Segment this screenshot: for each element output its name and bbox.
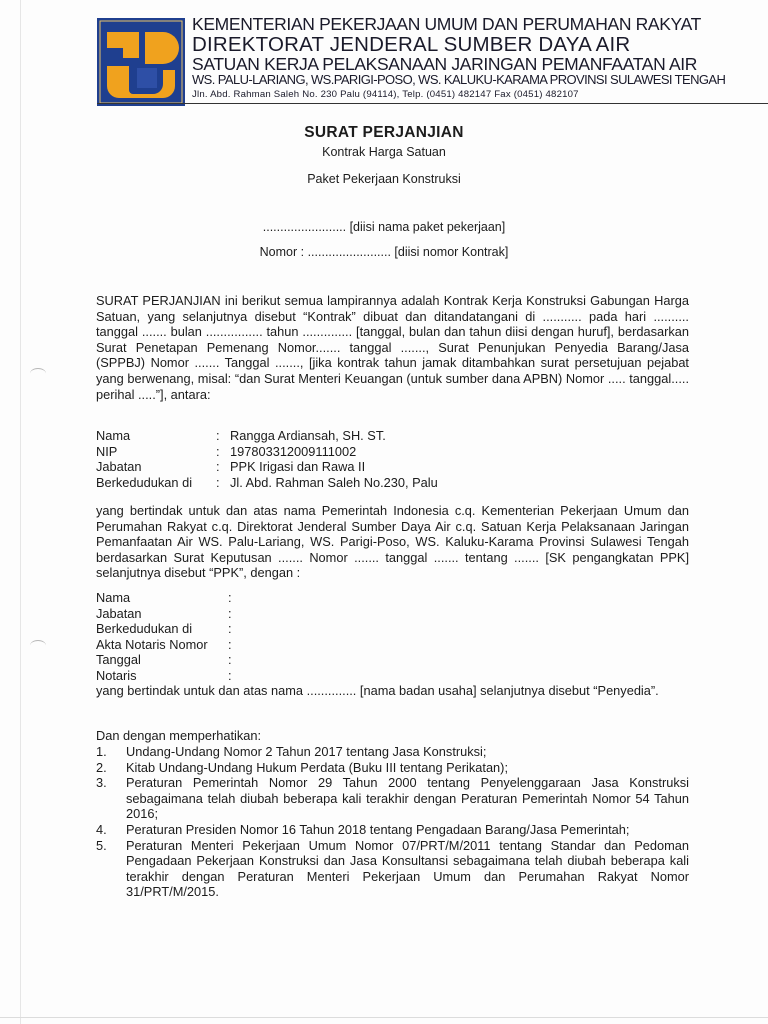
punch-hole-mark — [30, 640, 46, 651]
ppk-paragraph: yang bertindak untuk dan atas nama Pemerintah Indonesia c.q. Kementerian Pekerjaan Umum dan Perumahan Rakyat c.q. Direktorat Jenderal Sumber Daya Air c.q. Satuan Kerja Pelaksanaan Jaringan Pemanfaatan Air WS. Palu-Lariang, WS. Parigi-Poso, WS. Kaluku-Karama Provinsi Sulawesi Tengah berdasarkan Surat Keputusan ....... Nomor ....... tanggal ....... tentang ....... [SK pengangkatan PPK] selanjutnya disebut “PPK”, dengan : — [96, 503, 689, 581]
list-item: 3. Peraturan Pemerintah Nomor 29 Tahun 2000 tentang Penyelenggaraan Jasa Konstruksi sebagaimana telah diubah beberapa kali terakhir dengan Peraturan Pemerintah Nomor 54 Tahun 2016; — [96, 775, 689, 822]
package-name-placeholder: ........................ [diisi nama paket pekerjaan] — [262, 220, 506, 234]
penyedia-row-kedudukan: Berkedudukan di : — [96, 621, 232, 637]
contract-number-placeholder: Nomor : ........................ [diisi nomor Kontrak] — [259, 245, 509, 259]
letterhead-river-basins: WS. PALU-LARIANG, WS.PARIGI-POSO, WS. KALUKU-KARAMA PROVINSI SULAWESI TENGAH — [192, 72, 726, 87]
penyedia-identity — [96, 590, 242, 684]
list-item: 5. Peraturan Menteri Pekerjaan Umum Nomor 07/PRT/M/2011 tentang Standar dan Pedoman Pengadaan Pekerjaan Konstruksi dan Jasa Konsultansi sebagaimana telah diubah beberapa kali terakhir dengan Peraturan Menteri Pekerjaan Umum dan Perumahan Rakyat Nomor 31/PRT/M/2015. — [96, 837, 689, 900]
letterhead-rule — [97, 103, 768, 104]
package-type: Paket Pekerjaan Konstruksi — [307, 172, 461, 186]
penyedia-row-tanggal: Tanggal : — [96, 652, 232, 668]
list-item: 1. Undang-Undang Nomor 2 Tahun 2017 tentang Jasa Konstruksi; — [96, 744, 487, 759]
list-item: 2. Kitab Undang-Undang Hukum Perdata (Buku III tentang Perikatan); — [96, 759, 508, 775]
letterhead-address: Jln. Abd. Rahman Saleh No. 230 Palu (94114), Telp. (0451) 482147 Fax (0451) 482107 — [192, 89, 579, 100]
intro-paragraph: SURAT PERJANJIAN ini berikut semua lampirannya adalah Kontrak Kerja Konstruksi Gabungan Harga Satuan, yang selanjutnya disebut “Kontrak” dibuat dan ditandatangani di ........... pada hari .......... tanggal ....... bulan ................ tahun .............. [tanggal, bulan dan tahun diisi dengan huruf], berdasarkan Surat Penetapan Pemenang Nomor....... tanggal ......., Surat Penunjukan Penyedia Barang/Jasa (SPPBJ) Nomor ....... Tanggal ......., [jika kontrak tahun jamak ditambahkan surat persetujuan pejabat yang berwenang, misal: “dan Surat Menteri Keuangan (untuk sumber dana APBN) Nomor ..... tanggal..... perihal .....”], antara: — [96, 293, 689, 402]
considerations-intro: Dan dengan memperhatikan: — [96, 728, 262, 743]
contract-type: Kontrak Harga Satuan — [322, 145, 446, 159]
ppk-row-kedudukan: Berkedudukan di : Jl. Abd. Rahman Saleh No.230, Palu — [96, 474, 438, 490]
letterhead-work-unit: SATUAN KERJA PELAKSANAAN JARINGAN PEMANFAATAN AIR — [192, 54, 698, 74]
penyedia-row-notaris: Notaris : — [96, 667, 232, 683]
pupr-logo — [97, 18, 185, 106]
punch-hole-mark — [30, 368, 46, 379]
document-title: SURAT PERJANJIAN — [304, 124, 464, 141]
letterhead-ministry: KEMENTERIAN PEKERJAAN UMUM DAN PERUMAHAN RAKYAT — [192, 14, 701, 34]
penyedia-row-nama: Nama : — [96, 590, 232, 605]
considerations-list — [96, 744, 689, 900]
ppk-row-nama: Nama : Rangga Ardiansah, SH. ST. — [96, 428, 386, 443]
penyedia-row-akta: Akta Notaris Nomor : — [96, 636, 232, 652]
penyedia-paragraph: yang bertindak untuk dan atas nama .............. [nama badan usaha] selanjutnya disebut “Penyedia”. — [96, 683, 659, 698]
letterhead-directorate: DIREKTORAT JENDERAL SUMBER DAYA AIR — [192, 34, 631, 56]
ppk-row-nip: NIP : 197803312009111002 — [96, 443, 357, 459]
ppk-row-jabatan: Jabatan : PPK Irigasi dan Rawa II — [96, 459, 366, 475]
scan-bottom-line — [0, 1017, 768, 1018]
ppk-identity — [96, 428, 438, 490]
list-item: 4. Peraturan Presiden Nomor 16 Tahun 2018 tentang Pengadaan Barang/Jasa Pemerintah; — [96, 821, 630, 837]
penyedia-row-jabatan: Jabatan : — [96, 605, 232, 621]
